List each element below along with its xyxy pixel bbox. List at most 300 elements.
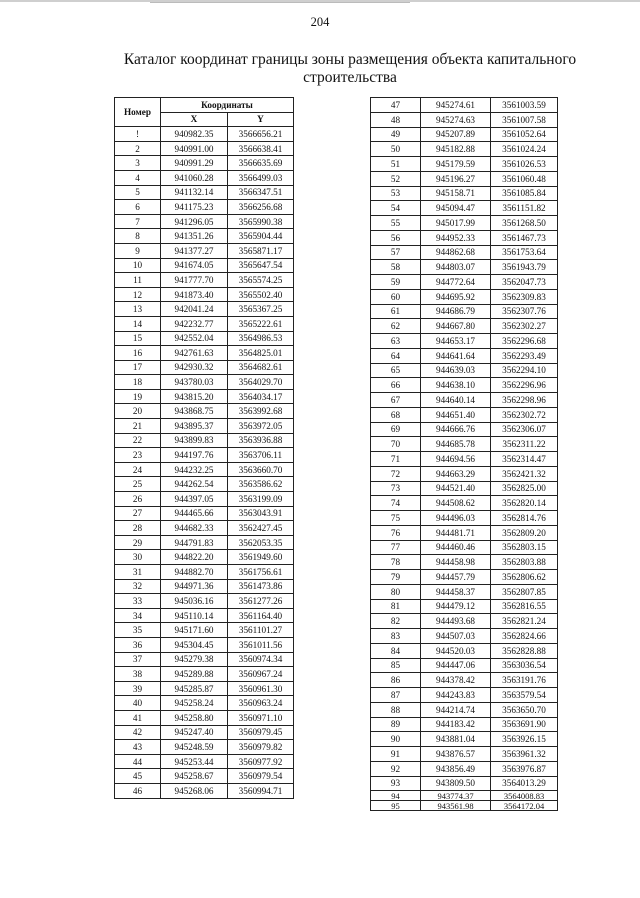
point-number: 72 (371, 466, 421, 481)
coord-x: 944952.33 (421, 230, 491, 245)
coord-x: 943868.75 (161, 404, 228, 419)
table-row (371, 378, 558, 393)
coord-x: 942761.63 (161, 346, 228, 361)
coord-y: 3561949.60 (228, 550, 294, 565)
coord-y: 3566347.51 (228, 185, 294, 200)
coord-x: 944772.64 (421, 275, 491, 290)
point-number: 31 (115, 565, 161, 580)
coord-y: 3562298.96 (491, 393, 558, 408)
coord-x: 944694.56 (421, 452, 491, 467)
coord-x: 944397.05 (161, 492, 228, 507)
coord-x: 944479.12 (421, 599, 491, 614)
point-number: 69 (371, 422, 421, 437)
coord-x: 945289.88 (161, 667, 228, 682)
table-row (371, 496, 558, 511)
coord-y: 3561753.64 (491, 245, 558, 260)
coord-y: 3561268.50 (491, 216, 558, 231)
table-row (115, 156, 294, 171)
table-row (115, 200, 294, 215)
coord-y: 3561277.26 (228, 594, 294, 609)
table-row (371, 584, 558, 599)
table-row (115, 389, 294, 404)
table-row (115, 492, 294, 507)
point-number: 83 (371, 629, 421, 644)
table-row (115, 477, 294, 492)
coord-y: 3566256.68 (228, 200, 294, 215)
point-number: 76 (371, 525, 421, 540)
point-number: 33 (115, 594, 161, 609)
point-number: 61 (371, 304, 421, 319)
coord-x: 944481.71 (421, 525, 491, 540)
table-row (371, 112, 558, 127)
table-row (371, 186, 558, 201)
point-number: 56 (371, 230, 421, 245)
table-row (371, 422, 558, 437)
coord-y: 3562803.15 (491, 540, 558, 555)
coord-y: 3562047.73 (491, 275, 558, 290)
coord-y: 3562820.14 (491, 496, 558, 511)
coord-y: 3564172.04 (491, 801, 558, 811)
coord-x: 945036.16 (161, 594, 228, 609)
coord-x: 944641.64 (421, 348, 491, 363)
coord-y: 3562803.88 (491, 555, 558, 570)
table-row (115, 302, 294, 317)
point-number: 34 (115, 608, 161, 623)
table-row (371, 363, 558, 378)
coord-y: 3563992.68 (228, 404, 294, 419)
coord-y: 3561101.27 (228, 623, 294, 638)
table-row (115, 229, 294, 244)
coord-x: 943815.20 (161, 389, 228, 404)
table-row (371, 717, 558, 732)
coord-x: 941777.70 (161, 273, 228, 288)
header-x: X (161, 112, 228, 127)
coord-x: 945274.61 (421, 98, 491, 113)
table-row (115, 710, 294, 725)
point-number: 13 (115, 302, 161, 317)
table-row (115, 579, 294, 594)
point-number: 74 (371, 496, 421, 511)
table-row (115, 185, 294, 200)
coord-y: 3562828.88 (491, 643, 558, 658)
coord-x: 945304.45 (161, 637, 228, 652)
table-row (371, 260, 558, 275)
coordinates-rows-left (115, 127, 294, 798)
coord-x: 944493.68 (421, 614, 491, 629)
point-number: 10 (115, 258, 161, 273)
coord-x: 944214.74 (421, 702, 491, 717)
point-number: 68 (371, 407, 421, 422)
coord-x: 944197.76 (161, 448, 228, 463)
coord-x: 944663.29 (421, 466, 491, 481)
coord-y: 3564008.83 (491, 791, 558, 801)
point-number: 80 (371, 584, 421, 599)
point-number: 84 (371, 643, 421, 658)
table-row (115, 754, 294, 769)
table-row (115, 652, 294, 667)
table-row (371, 393, 558, 408)
table-row (371, 230, 558, 245)
coord-y: 3560977.92 (228, 754, 294, 769)
coord-x: 945196.27 (421, 171, 491, 186)
table-row (115, 258, 294, 273)
coord-y: 3566656.21 (228, 127, 294, 142)
coord-y: 3563926.15 (491, 732, 558, 747)
coord-y: 3563691.90 (491, 717, 558, 732)
coord-x: 944686.79 (421, 304, 491, 319)
coord-x: 945182.88 (421, 142, 491, 157)
coord-x: 944638.10 (421, 378, 491, 393)
coord-y: 3563586.62 (228, 477, 294, 492)
coord-x: 943899.83 (161, 433, 228, 448)
coord-x: 945247.40 (161, 725, 228, 740)
point-number: 19 (115, 389, 161, 404)
coord-x: 944521.40 (421, 481, 491, 496)
point-number: 73 (371, 481, 421, 496)
coord-y: 3565990.38 (228, 214, 294, 229)
point-number: 22 (115, 433, 161, 448)
coord-x: 944667.80 (421, 319, 491, 334)
table-row (371, 732, 558, 747)
point-number: 82 (371, 614, 421, 629)
page-number: 204 (310, 15, 330, 29)
coord-y: 3561003.59 (491, 98, 558, 113)
coord-y: 3560979.82 (228, 740, 294, 755)
table-row (371, 245, 558, 260)
coord-x: 942552.04 (161, 331, 228, 346)
table-row (371, 525, 558, 540)
coord-x: 944653.17 (421, 334, 491, 349)
table-row (371, 275, 558, 290)
coord-x: 944447.06 (421, 658, 491, 673)
point-number: 29 (115, 535, 161, 550)
coord-x: 944457.79 (421, 570, 491, 585)
point-number: 2 (115, 141, 161, 156)
coord-y: 3561756.61 (228, 565, 294, 580)
table-row (115, 550, 294, 565)
coord-x: 941060.28 (161, 170, 228, 185)
table-row (371, 157, 558, 172)
coord-y: 3561473.86 (228, 579, 294, 594)
coord-x: 941351.26 (161, 229, 228, 244)
coord-x: 942930.32 (161, 360, 228, 375)
coord-x: 943774.37 (421, 791, 491, 801)
table-row (115, 769, 294, 784)
table-row (115, 346, 294, 361)
coord-x: 944507.03 (421, 629, 491, 644)
coord-y: 3562807.85 (491, 584, 558, 599)
coord-y: 3563936.88 (228, 433, 294, 448)
coord-y: 3563043.91 (228, 506, 294, 521)
coord-x: 944666.76 (421, 422, 491, 437)
point-number: 14 (115, 316, 161, 331)
header-y: Y (228, 112, 294, 127)
point-number: 91 (371, 747, 421, 762)
table-row (115, 127, 294, 142)
coord-x: 945279.38 (161, 652, 228, 667)
coord-y: 3561007.58 (491, 112, 558, 127)
point-number: 21 (115, 419, 161, 434)
coordinates-table-left (114, 97, 294, 799)
table-row (115, 506, 294, 521)
point-number: 8 (115, 229, 161, 244)
coord-y: 3561467.73 (491, 230, 558, 245)
coord-x: 945285.87 (161, 681, 228, 696)
point-number: 95 (371, 801, 421, 811)
point-number: 28 (115, 521, 161, 536)
scan-top-mark (150, 2, 410, 3)
table-row (115, 273, 294, 288)
table-row (115, 725, 294, 740)
table-row (115, 783, 294, 798)
coord-x: 943895.37 (161, 419, 228, 434)
point-number: 53 (371, 186, 421, 201)
point-number: 49 (371, 127, 421, 142)
point-number: ! (115, 127, 161, 142)
point-number: 9 (115, 243, 161, 258)
table-row (115, 681, 294, 696)
table-row (115, 535, 294, 550)
table-row (115, 360, 294, 375)
coord-x: 945094.47 (421, 201, 491, 216)
table-row (115, 419, 294, 434)
coord-x: 940991.00 (161, 141, 228, 156)
table-row (115, 740, 294, 755)
coord-y: 3563199.09 (228, 492, 294, 507)
point-number: 41 (115, 710, 161, 725)
point-number: 11 (115, 273, 161, 288)
point-number: 32 (115, 579, 161, 594)
point-number: 24 (115, 462, 161, 477)
coord-y: 3562825.00 (491, 481, 558, 496)
coord-x: 944640.14 (421, 393, 491, 408)
coord-y: 3565574.25 (228, 273, 294, 288)
point-number: 43 (115, 740, 161, 755)
point-number: 7 (115, 214, 161, 229)
point-number: 67 (371, 393, 421, 408)
point-number: 36 (115, 637, 161, 652)
coord-x: 944791.83 (161, 535, 228, 550)
coord-x: 944682.33 (161, 521, 228, 536)
coord-y: 3560979.45 (228, 725, 294, 740)
document-title: Каталог координат границы зоны размещения объекта капитального строительства (123, 51, 577, 86)
point-number: 30 (115, 550, 161, 565)
table-row (371, 629, 558, 644)
coord-x: 944862.68 (421, 245, 491, 260)
point-number: 63 (371, 334, 421, 349)
point-number: 52 (371, 171, 421, 186)
coord-y: 3565871.17 (228, 243, 294, 258)
table-row (371, 289, 558, 304)
coord-y: 3560961.30 (228, 681, 294, 696)
coord-x: 945248.59 (161, 740, 228, 755)
coord-y: 3561085.84 (491, 186, 558, 201)
coord-x: 943809.50 (421, 776, 491, 791)
coord-x: 941873.40 (161, 287, 228, 302)
coord-x: 943881.04 (421, 732, 491, 747)
point-number: 54 (371, 201, 421, 216)
coord-y: 3562427.45 (228, 521, 294, 536)
coord-y: 3563191.76 (491, 673, 558, 688)
coord-x: 944520.03 (421, 643, 491, 658)
coord-x: 941296.05 (161, 214, 228, 229)
coord-y: 3564682.61 (228, 360, 294, 375)
header-coordinates: Координаты (161, 98, 294, 113)
coord-x: 941132.14 (161, 185, 228, 200)
coord-y: 3562306.07 (491, 422, 558, 437)
coord-y: 3561151.82 (491, 201, 558, 216)
coord-y: 3561011.56 (228, 637, 294, 652)
coord-y: 3563650.70 (491, 702, 558, 717)
coord-y: 3562809.20 (491, 525, 558, 540)
table-row (115, 696, 294, 711)
coord-x: 945207.89 (421, 127, 491, 142)
point-number: 15 (115, 331, 161, 346)
coord-y: 3562309.83 (491, 289, 558, 304)
table-row (371, 348, 558, 363)
coord-x: 944378.42 (421, 673, 491, 688)
coord-x: 944243.83 (421, 688, 491, 703)
coord-x: 940991.29 (161, 156, 228, 171)
table-row (371, 801, 558, 811)
point-number: 75 (371, 511, 421, 526)
coord-y: 3561026.53 (491, 157, 558, 172)
coord-y: 3566499.03 (228, 170, 294, 185)
point-number: 65 (371, 363, 421, 378)
coord-y: 3562824.66 (491, 629, 558, 644)
point-number: 16 (115, 346, 161, 361)
coord-x: 944183.42 (421, 717, 491, 732)
table-row (371, 555, 558, 570)
point-number: 93 (371, 776, 421, 791)
point-number: 94 (371, 791, 421, 801)
coord-x: 944695.92 (421, 289, 491, 304)
coord-x: 945268.06 (161, 783, 228, 798)
point-number: 27 (115, 506, 161, 521)
point-number: 62 (371, 319, 421, 334)
table-row (115, 375, 294, 390)
point-number: 87 (371, 688, 421, 703)
coord-x: 944496.03 (421, 511, 491, 526)
coord-x: 943876.57 (421, 747, 491, 762)
table-row (115, 214, 294, 229)
point-number: 71 (371, 452, 421, 467)
table-row (115, 243, 294, 258)
table-row (371, 673, 558, 688)
table-row (115, 287, 294, 302)
coord-x: 943856.49 (421, 761, 491, 776)
table-row (371, 304, 558, 319)
point-number: 89 (371, 717, 421, 732)
point-number: 85 (371, 658, 421, 673)
table-row (371, 171, 558, 186)
coord-x: 944232.25 (161, 462, 228, 477)
point-number: 25 (115, 477, 161, 492)
table-row (115, 594, 294, 609)
coord-x: 943561.98 (421, 801, 491, 811)
coord-x: 944882.70 (161, 565, 228, 580)
table-row (115, 448, 294, 463)
point-number: 60 (371, 289, 421, 304)
table-row (371, 776, 558, 791)
coord-x: 944460.46 (421, 540, 491, 555)
point-number: 42 (115, 725, 161, 740)
point-number: 35 (115, 623, 161, 638)
point-number: 92 (371, 761, 421, 776)
coord-y: 3562806.62 (491, 570, 558, 585)
coord-y: 3562307.76 (491, 304, 558, 319)
coord-y: 3561052.64 (491, 127, 558, 142)
coord-x: 945274.63 (421, 112, 491, 127)
coordinates-table-right (370, 97, 558, 811)
table-row (371, 511, 558, 526)
coord-x: 945179.59 (421, 157, 491, 172)
coord-y: 3562421.32 (491, 466, 558, 481)
coord-y: 3563961.32 (491, 747, 558, 762)
coord-x: 945258.67 (161, 769, 228, 784)
coord-x: 941175.23 (161, 200, 228, 215)
coord-y: 3562294.10 (491, 363, 558, 378)
point-number: 57 (371, 245, 421, 260)
coord-x: 945110.14 (161, 608, 228, 623)
coord-x: 944651.40 (421, 407, 491, 422)
coord-x: 944458.37 (421, 584, 491, 599)
coord-y: 3565904.44 (228, 229, 294, 244)
point-number: 5 (115, 185, 161, 200)
coordinates-rows-right (371, 98, 558, 811)
coord-x: 944465.66 (161, 506, 228, 521)
coord-x: 945258.80 (161, 710, 228, 725)
point-number: 70 (371, 437, 421, 452)
point-number: 55 (371, 216, 421, 231)
coord-y: 3565222.61 (228, 316, 294, 331)
coord-x: 941377.27 (161, 243, 228, 258)
table-row (371, 702, 558, 717)
point-number: 45 (115, 769, 161, 784)
coord-x: 945258.24 (161, 696, 228, 711)
coord-y: 3560974.34 (228, 652, 294, 667)
coord-x: 942041.24 (161, 302, 228, 317)
point-number: 37 (115, 652, 161, 667)
table-row (371, 98, 558, 113)
coord-y: 3564034.17 (228, 389, 294, 404)
table-row (371, 599, 558, 614)
point-number: 51 (371, 157, 421, 172)
coord-y: 3560963.24 (228, 696, 294, 711)
point-number: 46 (115, 783, 161, 798)
point-number: 59 (371, 275, 421, 290)
table-row (371, 481, 558, 496)
coord-y: 3562293.49 (491, 348, 558, 363)
coord-x: 945158.71 (421, 186, 491, 201)
coord-y: 3561943.79 (491, 260, 558, 275)
point-number: 50 (371, 142, 421, 157)
coord-y: 3561024.24 (491, 142, 558, 157)
table-row (371, 142, 558, 157)
coord-x: 944639.03 (421, 363, 491, 378)
point-number: 64 (371, 348, 421, 363)
table-row (115, 331, 294, 346)
point-number: 39 (115, 681, 161, 696)
table-row (371, 540, 558, 555)
coord-y: 3564825.01 (228, 346, 294, 361)
point-number: 48 (371, 112, 421, 127)
coord-y: 3566635.69 (228, 156, 294, 171)
coord-x: 940982.35 (161, 127, 228, 142)
coord-y: 3565367.25 (228, 302, 294, 317)
point-number: 47 (371, 98, 421, 113)
coord-y: 3560967.24 (228, 667, 294, 682)
